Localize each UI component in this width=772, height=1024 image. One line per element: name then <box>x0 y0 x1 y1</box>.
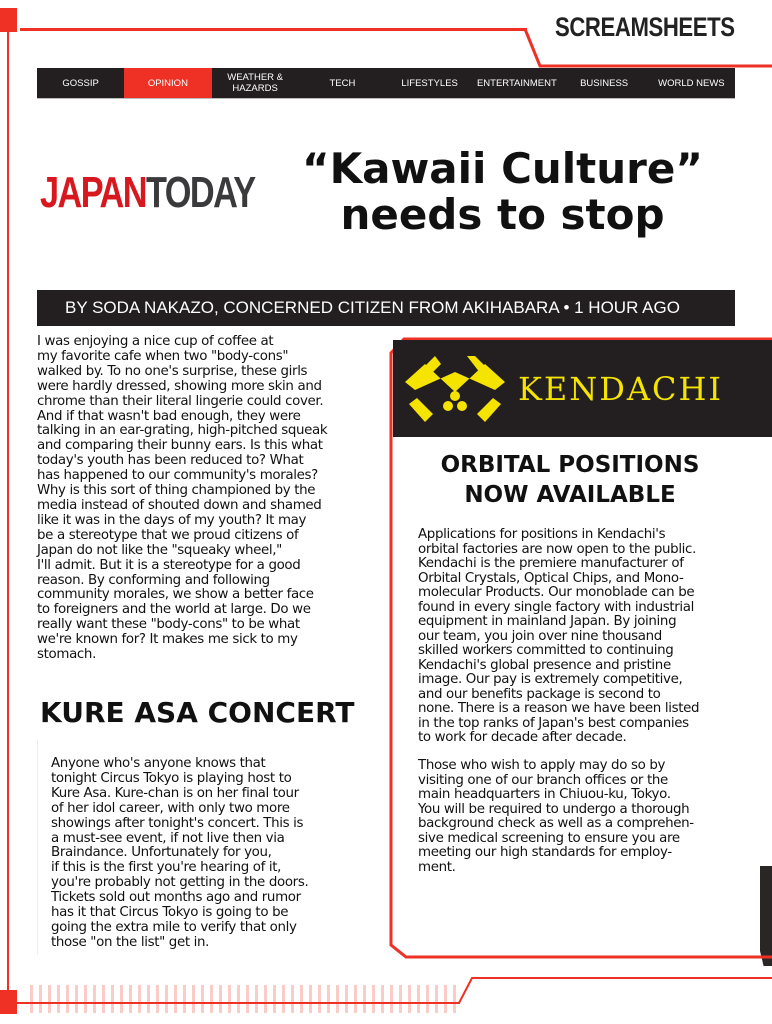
frame-line-top <box>20 28 527 31</box>
nav-opinion[interactable]: OPINION <box>124 68 211 98</box>
concert-divider <box>37 740 38 955</box>
logo-today: TODAY <box>145 168 255 217</box>
ad-paragraph-2: Those who wish to apply may do so by visiting one of our branch offices or the main headquarters in Chiuou-ku, Tokyo. You will be required to undergo a thorough background check as well as a comprehen- sive medical screening to ensure you are meeting our high standards for employ- ment. <box>418 758 694 875</box>
byline: BY SODA NAKAZO, CONCERNED CITIZEN FROM AKIHABARA • 1 HOUR AGO <box>37 290 735 326</box>
frame-line-left <box>7 30 9 992</box>
section-nav <box>37 68 735 99</box>
article-headline: “Kawaii Culture” needs to stop <box>302 144 703 239</box>
kendachi-banner <box>393 340 772 437</box>
nav-business[interactable]: BUSINESS <box>580 77 629 89</box>
article-body: I was enjoying a nice cup of coffee at my favorite cafe when two "body-cons" walked by. To no one's surprise, these girls were hardly dressed, showing more skin and chrome than their literal lingerie could cover. And if that wasn't bad enough, they were talking in an ear-grating, high-pitched squeak and comparing their bunny ears. Is this what today's youth has been reduced to? What has happened to our community's morales? Why is this sort of thing championed by the media instead of shouted down and shamed like it was in the days of my youth? It may be a stereotype that we proud citizens of Japan do not like the "squeaky wheel," I'll admit. But it is a stereotype for a good reason. By conforming and following community morales, we show a better face to foreigners and the world at large. Do we really want these "body-cons" to be what we're known for? It makes me sick to my stomach. <box>37 334 328 663</box>
nav-weather-hazards[interactable]: WEATHER & HAZARDS <box>227 72 284 94</box>
ad-paragraph-1: Applications for positions in Kendachi's orbital factories are now open to the public. Kendachi is the premiere manufacturer of Orbital Crystals, Optical Chips, and Mono- molecular Products. Our monoblade can be found in every single factory with industrial equipment in mainland Japan. By joining our team, you join over nine thousand skilled workers committed to continuing Kendachi's global presence and pristine image. Our pay is extremely competitive, and our benefits package is second to none. There is a reason we have been listed in the top ranks of Japan's best companies to work for decade after decade. <box>418 527 700 745</box>
frame-corner-top <box>0 8 17 32</box>
nav-entertainment[interactable]: ENTERTAINMENT <box>476 77 557 89</box>
frame-line-bottom-right <box>455 975 772 1007</box>
nav-tech[interactable]: TECH <box>329 77 356 89</box>
ad-heading: ORBITAL POSITIONS NOW AVAILABLE <box>440 452 700 508</box>
logo-japan: JAPAN <box>40 168 146 217</box>
kendachi-wordmark: KENDACHI <box>518 370 724 408</box>
kendachi-emblem-icon <box>405 356 505 424</box>
nav-gossip[interactable]: GOSSIP <box>62 77 99 89</box>
digital-noise-decoration <box>30 985 460 1013</box>
nav-lifestyles[interactable]: LIFESTYLES <box>401 77 458 89</box>
concert-heading: KURE ASA CONCERT <box>40 696 355 729</box>
nav-world-news[interactable]: WORLD NEWS <box>658 77 725 89</box>
site-brand: SCREAMSHEETS <box>555 12 735 42</box>
concert-body: Anyone who's anyone knows that tonight Circus Tokyo is playing host to Kure Asa. Kure-chan is on her final tour of her idol career, with only two more showings after tonight's concert. This is a must-see event, if not live then via Braindance. Unfortunately for you, if this is the first you're hearing of it, you're probably not getting in the doors. Tickets sold out months ago and rumor has it that Circus Tokyo is going to be going the extra mile to verify that only those "on the list" get in. <box>51 756 309 950</box>
japantoday-logo <box>40 168 255 218</box>
